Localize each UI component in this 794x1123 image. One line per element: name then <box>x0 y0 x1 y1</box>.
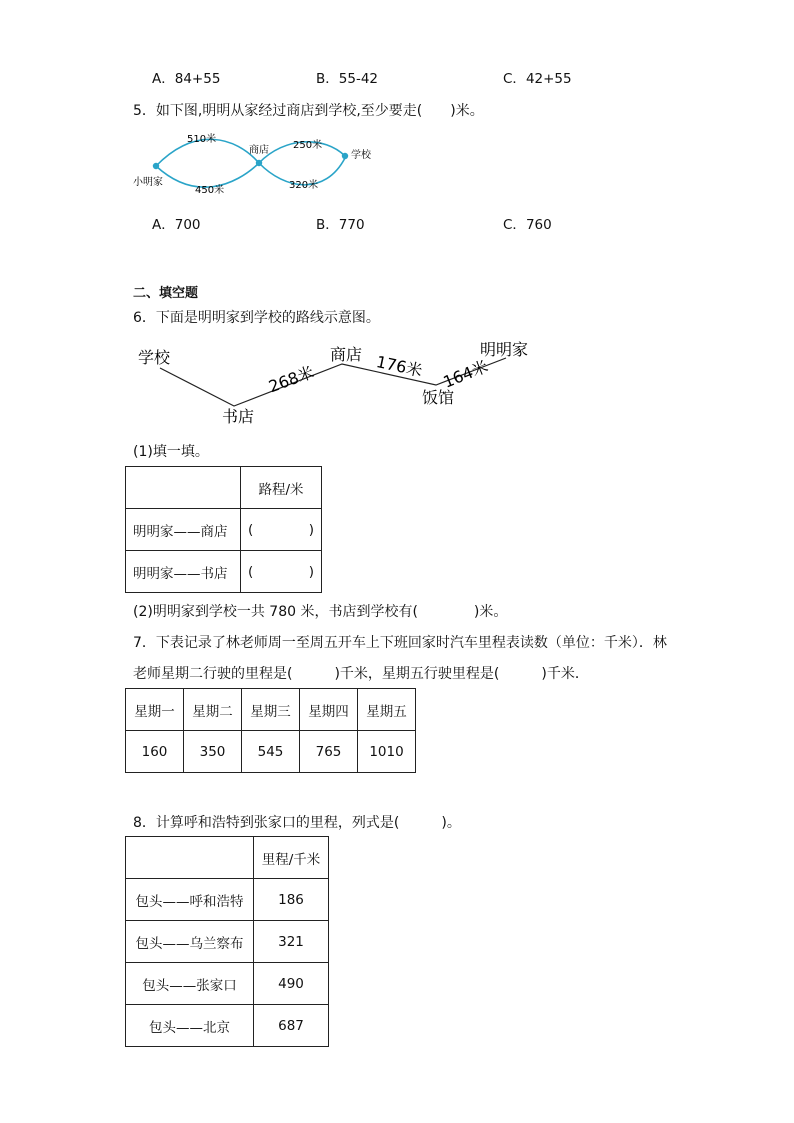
q7-header-fri: 星期五 <box>358 689 416 731</box>
q5-label-shop: 商店 <box>249 145 269 156</box>
q6-row1-blank[interactable]: ( ) <box>241 509 322 551</box>
q6-row2-label: 明明家——书店 <box>126 551 241 593</box>
q7-value-tue: 350 <box>184 731 242 773</box>
q8-row1-label: 包头——呼和浩特 <box>126 879 254 921</box>
q4-option-b: B．55-42 <box>316 71 378 87</box>
q7-value-wed: 545 <box>242 731 300 773</box>
q7-header-tue: 星期二 <box>184 689 242 731</box>
q5-option-a: A．700 <box>152 217 201 233</box>
q7-line1: 7．下表记录了林老师周一至周五开车上下班回家时汽车里程表读数（单位：千米）．林 <box>133 635 667 651</box>
q5-option-b: B．770 <box>316 217 365 233</box>
q6-header-empty <box>126 467 241 509</box>
q5-home-dot <box>153 163 159 169</box>
q8-header-distance: 里程/千米 <box>254 837 329 879</box>
section-title-fill-blank: 二、填空题 <box>133 286 199 301</box>
q7-header-mon: 星期一 <box>126 689 184 731</box>
table-row <box>126 509 322 551</box>
q6-label-164: 164米 <box>440 356 491 392</box>
q4-option-a: A．84+55 <box>152 71 221 87</box>
q8-row2-label: 包头——乌兰察布 <box>126 921 254 963</box>
q5-route-diagram <box>125 126 385 198</box>
q6-header-distance: 路程/米 <box>241 467 322 509</box>
q8-distance-table <box>125 836 329 1047</box>
table-row <box>126 879 329 921</box>
q6-label-restaurant: 饭馆 <box>422 388 455 407</box>
table-row <box>126 689 416 731</box>
q7-header-wed: 星期三 <box>242 689 300 731</box>
q8-row3-value: 490 <box>254 963 329 1005</box>
q5-stem: 5．如下图,明明从家经过商店到学校,至少要走( )米。 <box>133 103 484 119</box>
q8-stem: 8．计算呼和浩特到张家口的里程，列式是( )。 <box>133 815 461 831</box>
q6-part2: (2)明明家到学校一共 780 米，书店到学校有( )米。 <box>133 604 508 620</box>
q8-row1-value: 186 <box>254 879 329 921</box>
q6-part1: (1)填一填。 <box>133 444 209 460</box>
q6-label-school: 学校 <box>138 348 171 367</box>
table-row <box>126 921 329 963</box>
q6-label-bookstore: 书店 <box>222 407 255 426</box>
q6-route-diagram <box>130 336 540 428</box>
table-row <box>126 731 416 773</box>
table-row <box>126 467 322 509</box>
q8-row4-label: 包头——北京 <box>126 1005 254 1047</box>
q7-value-fri: 1010 <box>358 731 416 773</box>
table-row <box>126 963 329 1005</box>
q6-label-home: 明明家 <box>480 340 529 359</box>
q5-label-250: 250米 <box>293 140 323 151</box>
q4-option-c: C．42+55 <box>503 71 572 87</box>
q5-label-home: 小明家 <box>133 177 163 188</box>
q7-value-thu: 765 <box>300 731 358 773</box>
q6-label-268: 268米 <box>266 362 317 397</box>
q6-stem: 6．下面是明明家到学校的路线示意图。 <box>133 310 380 326</box>
q7-value-mon: 160 <box>126 731 184 773</box>
table-row <box>126 551 322 593</box>
q6-row1-label: 明明家——商店 <box>126 509 241 551</box>
q5-label-school: 学校 <box>351 150 371 161</box>
q8-row3-label: 包头——张家口 <box>126 963 254 1005</box>
q8-row2-value: 321 <box>254 921 329 963</box>
q6-label-176: 176米 <box>374 352 425 381</box>
q6-label-shop: 商店 <box>330 345 363 364</box>
q5-label-320: 320米 <box>289 180 319 191</box>
q7-odometer-table <box>125 688 416 773</box>
q8-row4-value: 687 <box>254 1005 329 1047</box>
q5-shop-dot <box>256 160 262 166</box>
table-row <box>126 837 329 879</box>
q5-label-510: 510米 <box>187 134 217 145</box>
q7-header-thu: 星期四 <box>300 689 358 731</box>
q6-fill-table <box>125 466 322 593</box>
q5-label-450: 450米 <box>195 185 225 196</box>
table-row <box>126 1005 329 1047</box>
q7-line2: 老师星期二行驶的里程是( )千米，星期五行驶里程是( )千米． <box>133 666 589 682</box>
q5-school-dot <box>342 153 348 159</box>
q6-row2-blank[interactable]: ( ) <box>241 551 322 593</box>
q8-header-empty <box>126 837 254 879</box>
q5-option-c: C．760 <box>503 217 552 233</box>
